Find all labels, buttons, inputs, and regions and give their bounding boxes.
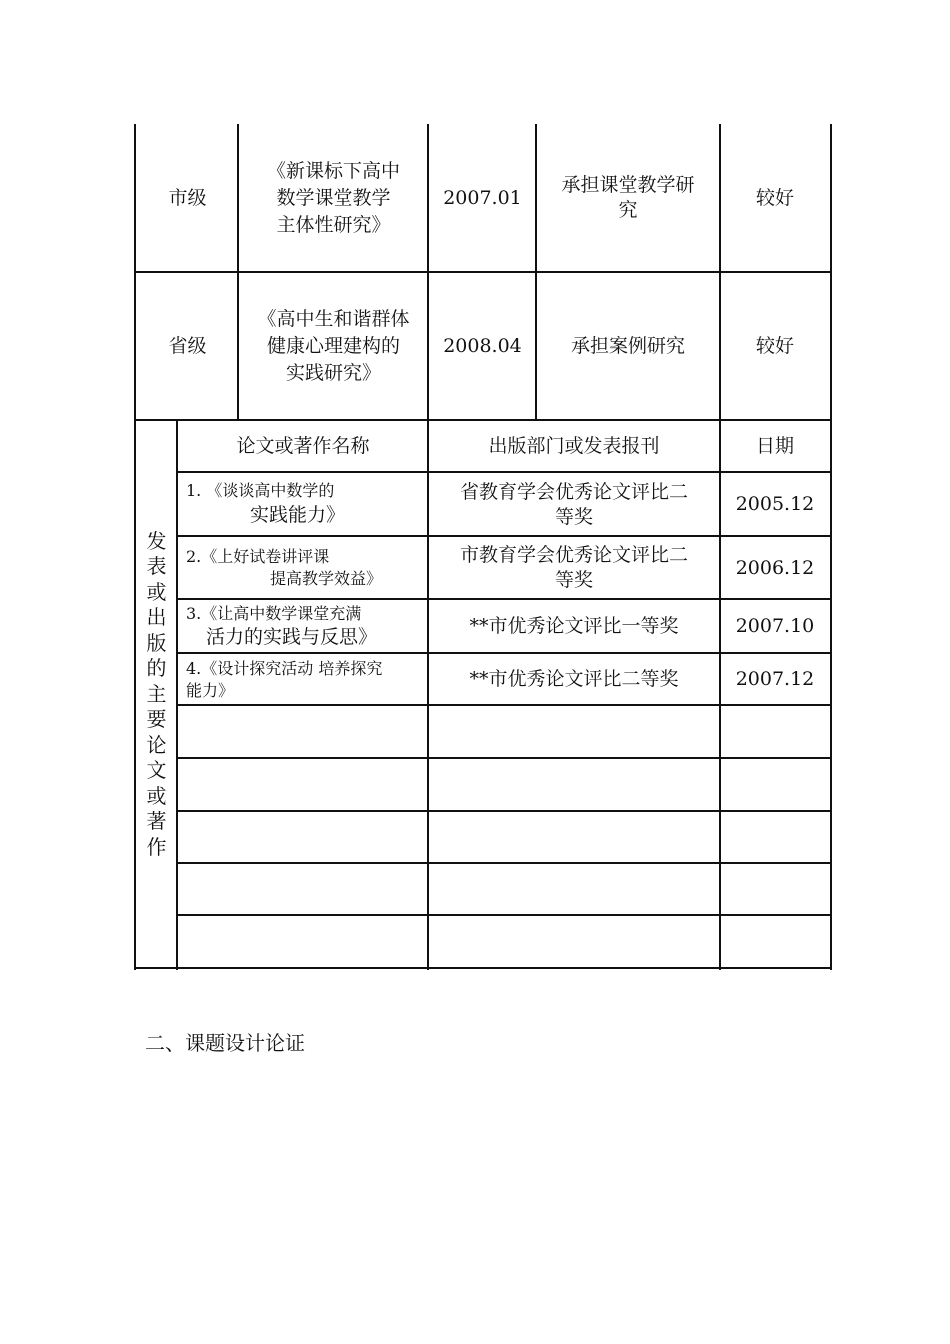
project-level: 省级 bbox=[168, 335, 207, 357]
paper-name bbox=[178, 654, 428, 705]
paper-name bbox=[178, 473, 428, 536]
table-rule bbox=[176, 704, 832, 706]
paper-publisher: **市优秀论文评比一等奖 bbox=[469, 615, 679, 637]
project-role-line: 究 bbox=[618, 199, 638, 221]
paper-name-line: 4.《设计探究活动 培养探究 bbox=[186, 658, 383, 678]
project-title-line: 数学课堂教学 bbox=[276, 186, 391, 209]
project-title bbox=[239, 273, 428, 420]
project-title-line: 《新课标下高中 bbox=[266, 159, 400, 182]
project-role bbox=[537, 124, 719, 272]
header-paper-name: 论文或著作名称 bbox=[236, 435, 370, 457]
side-label-char: 或 bbox=[146, 783, 167, 808]
project-title-line: 《高中生和谐群体 bbox=[257, 308, 410, 330]
side-label-char: 或 bbox=[146, 579, 167, 604]
paper-name-line: 能力》 bbox=[186, 680, 235, 700]
project-evaluation: 较好 bbox=[755, 335, 794, 357]
table-rule bbox=[719, 124, 721, 970]
paper-name-line: 实践能力》 bbox=[250, 504, 346, 526]
paper-name-line: 1. 《谈谈高中数学的 bbox=[186, 481, 335, 500]
side-label-char: 出 bbox=[146, 605, 167, 630]
paper-name-line: 3.《让高中数学课堂充满 bbox=[186, 604, 362, 623]
project-date: 2008.04 bbox=[443, 335, 522, 357]
project-title-line: 健康心理建构的 bbox=[266, 335, 400, 357]
project-role-line: 承担课堂教学研 bbox=[561, 174, 695, 196]
table-rule bbox=[176, 914, 832, 916]
header-date: 日期 bbox=[755, 435, 794, 457]
side-label-char: 主 bbox=[146, 681, 167, 706]
paper-date: 2007.10 bbox=[735, 615, 815, 637]
side-label-char: 论 bbox=[146, 732, 167, 757]
side-label-char: 著 bbox=[146, 809, 167, 834]
paper-name bbox=[178, 600, 428, 653]
table-rule bbox=[176, 757, 832, 759]
paper-publisher: **市优秀论文评比二等奖 bbox=[469, 668, 679, 690]
project-title-line: 主体性研究》 bbox=[276, 213, 391, 236]
paper-publisher-line: 市教育学会优秀论文评比二 bbox=[459, 544, 688, 566]
table-rule bbox=[830, 124, 832, 970]
side-label-char: 发 bbox=[146, 528, 167, 553]
header-publisher: 出版部门或发表报刊 bbox=[488, 435, 660, 457]
paper-date: 2005.12 bbox=[735, 493, 815, 515]
paper-publisher-line: 等奖 bbox=[554, 505, 593, 528]
table-rule bbox=[176, 810, 832, 812]
table-rule bbox=[176, 471, 832, 473]
paper-publisher bbox=[429, 537, 719, 599]
table-rule bbox=[134, 419, 832, 421]
table-rule bbox=[427, 124, 429, 970]
side-label-char: 表 bbox=[146, 554, 167, 579]
paper-name-line: 提高教学效益》 bbox=[270, 569, 383, 588]
table-rule bbox=[134, 124, 136, 970]
project-title bbox=[239, 124, 428, 272]
publications-side-label bbox=[137, 421, 176, 968]
table-rule bbox=[176, 535, 832, 537]
side-label-char: 文 bbox=[146, 758, 167, 783]
paper-name-line: 活力的实践与反思》 bbox=[206, 626, 378, 648]
side-label-char: 版 bbox=[146, 630, 167, 655]
side-label-char: 作 bbox=[146, 834, 167, 859]
project-title-line: 实践研究》 bbox=[285, 362, 381, 384]
table-rule bbox=[134, 271, 832, 273]
side-label-char: 要 bbox=[146, 707, 167, 732]
project-evaluation: 较好 bbox=[755, 186, 794, 209]
table-rule bbox=[176, 598, 832, 600]
side-label-char: 的 bbox=[146, 656, 167, 681]
paper-publisher-line: 省教育学会优秀论文评比二 bbox=[459, 480, 688, 503]
paper-publisher-line: 等奖 bbox=[554, 569, 593, 591]
table-rule bbox=[176, 862, 832, 864]
project-role: 承担案例研究 bbox=[570, 335, 685, 357]
paper-date: 2007.12 bbox=[735, 668, 815, 690]
section-heading: 二、课题设计论证 bbox=[145, 1031, 305, 1055]
paper-publisher bbox=[429, 473, 719, 536]
project-date: 2007.01 bbox=[443, 186, 522, 209]
project-level: 市级 bbox=[168, 186, 207, 209]
table-rule bbox=[134, 967, 832, 969]
paper-name bbox=[178, 537, 428, 599]
table-rule bbox=[176, 420, 178, 970]
paper-name-line: 2.《上好试卷讲评课 bbox=[186, 547, 330, 566]
paper-date: 2006.12 bbox=[735, 556, 815, 579]
table-rule bbox=[176, 652, 832, 654]
